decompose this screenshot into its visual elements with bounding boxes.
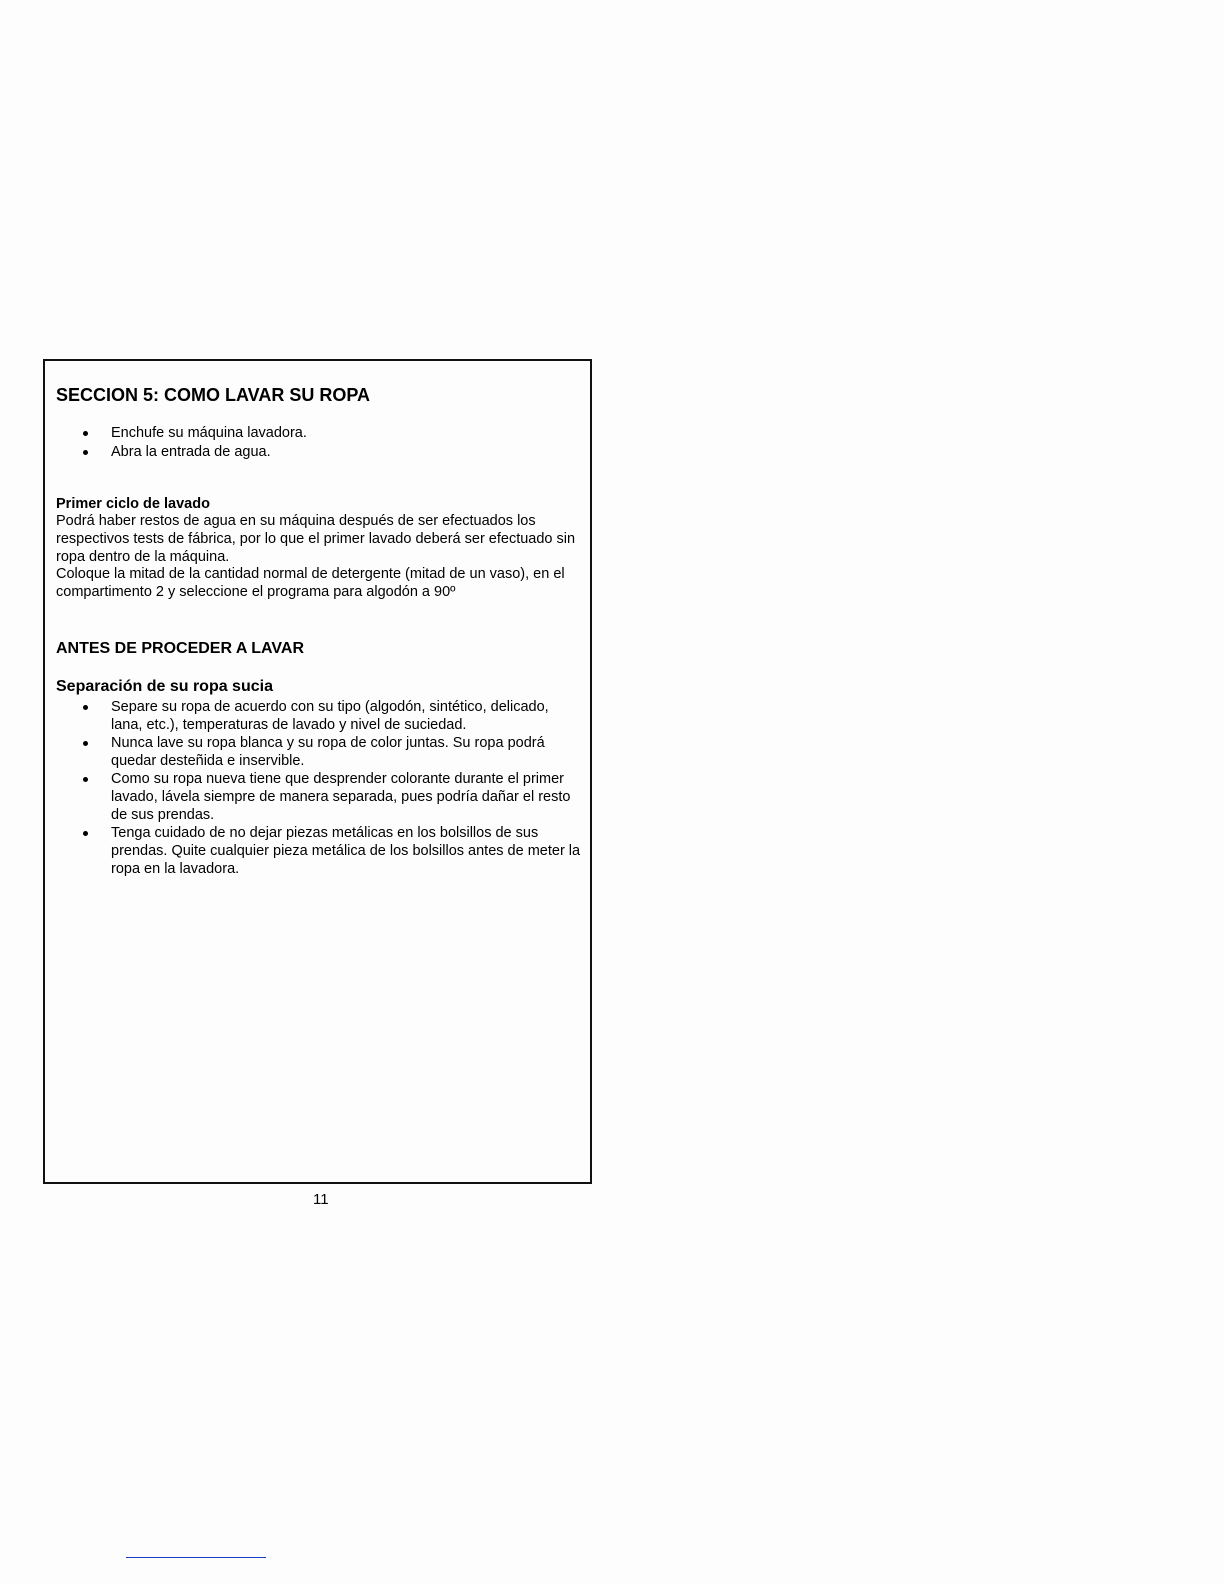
setup-steps-list <box>56 424 583 461</box>
primer-ciclo-heading: Primer ciclo de lavado <box>56 496 210 512</box>
separacion-heading: Separación de su ropa sucia <box>56 678 273 695</box>
bullet-icon <box>83 831 88 836</box>
list-item-text: Enchufe su máquina lavadora. <box>111 425 307 441</box>
list-item-text: Como su ropa nueva tiene que desprender colorante durante el primer lavado, lávela siempre de manera separada, pues podría dañar el resto de sus prendas. <box>111 771 571 823</box>
page-number: 11 <box>313 1191 329 1208</box>
bullet-icon <box>83 431 88 436</box>
list-item <box>56 424 583 443</box>
primer-ciclo-paragraph: Podrá haber restos de agua en su máquina después de ser efectuados los respectivos tests de fábrica, por lo que el primer lavado deberá ser efectuado sin ropa dentro de la máquina. <box>56 513 576 565</box>
separacion-list <box>56 698 583 878</box>
list-item <box>56 824 583 878</box>
list-item <box>56 443 583 462</box>
bullet-icon <box>83 450 88 455</box>
antes-heading: ANTES DE PROCEDER A LAVAR <box>56 640 305 657</box>
list-item-text: Nunca lave su ropa blanca y su ropa de color juntas. Su ropa podrá quedar desteñida e inservible. <box>111 735 545 769</box>
bullet-icon <box>83 741 88 746</box>
bullet-icon <box>83 777 88 782</box>
list-item <box>56 770 583 824</box>
primer-ciclo-paragraph: Coloque la mitad de la cantidad normal de detergente (mitad de un vaso), en el compartimento 2 y seleccione el programa para algodón a 90º <box>56 566 565 600</box>
list-item-text: Abra la entrada de agua. <box>111 443 271 460</box>
list-item-text: Tenga cuidado de no dejar piezas metálicas en los bolsillos de sus prendas. Quite cualquier pieza metálica de los bolsillos antes de meter la ropa en la lavadora. <box>111 825 581 877</box>
footnote-divider <box>126 1557 266 1558</box>
list-item <box>56 698 583 734</box>
list-item-text: Separe su ropa de acuerdo con su tipo (algodón, sintético, delicado, lana, etc.), temperaturas de lavado y nivel de suciedad. <box>111 699 549 733</box>
bullet-icon <box>83 705 88 710</box>
section-title: SECCION 5: COMO LAVAR SU ROPA <box>56 385 371 405</box>
content-frame <box>43 359 592 1184</box>
list-item <box>56 734 583 770</box>
